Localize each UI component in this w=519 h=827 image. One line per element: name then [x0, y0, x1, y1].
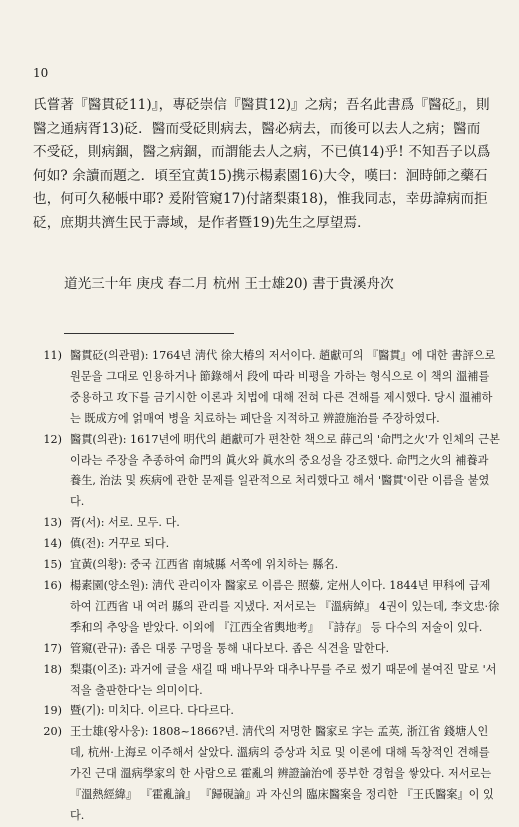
footnote-item: [32, 346, 500, 430]
footnote-item: [32, 660, 500, 702]
dateline: 道光三十年 庚戌 春二月 杭州 王士雄20) 書于貴溪舟次: [64, 276, 394, 292]
footnote-text: 醫貫砭(의관폄): 1764년 淸代 徐大椿의 저서이다. 趙獻可의 『醫貫』에 대한 書評으로 원문을 그대로 인용하거나 節錄해서 段에 따라 비평을 가하는 형식으로 이 책의 溫補를 중용하고 攻下를 금기시한 이론과 치법에 대해 전혀 다른 견해를 제시했다. 당시 溫補하는 既成方에 얽매여 병을 치료하는 폐단을 지적하고 辨證施治를 주장하였다.: [70, 349, 496, 425]
footnote-number: 11): [43, 349, 62, 362]
footnote-number: 12): [43, 432, 62, 446]
footnotes: [32, 346, 500, 827]
footnote-item: [32, 701, 500, 722]
footnote-item: [32, 722, 500, 827]
footnote-text: 傎(전): 거꾸로 되다.: [70, 537, 170, 551]
main-body-text: 氏嘗著『醫貫砭11)』，專砭崇信『醫貫12)』之病；吾名此書爲『醫砭』，則醫之通病胥13)砭．醫而受砭則病去，醫必病去，而後可以去人之病；醫而不受砭，則病錮，醫之病錮，而謂能去人之病，不已傎14)乎! 不知吾子以爲何如? 余讀而題之．頃至宜黃15)携示楊素園16)大令，嘆曰：洄時師之藥石也，何可久秘帳中耶? 爰附管窺17)付諸梨棗18)，惟我同志，幸毋諱病而拒砭，庶期共濟生民于壽域，是作者暨19)先生之厚望焉．: [33, 97, 491, 231]
footnote-item: [32, 430, 500, 514]
footnote-item: [32, 639, 500, 660]
footnote-divider: [64, 333, 234, 334]
footnote-text: 宜黃(의황): 중국 江西省 南城縣 서쪽에 위치하는 縣名.: [70, 558, 339, 572]
footnote-text: 管窺(관규): 좁은 대롱 구멍을 통해 내다보다. 좁은 식견을 말한다.: [70, 641, 390, 655]
footnote-text: 梨棗(이조): 과거에 글을 새길 때 배나무와 대추나무를 주로 썼기 때문에 붙여진 말로 '서적을 출판한다'는 의미이다.: [70, 662, 497, 697]
footnote-number: 19): [43, 704, 62, 718]
footnote-number: 14): [43, 537, 62, 551]
footnote-item: [32, 576, 500, 639]
footnote-number: 13): [43, 516, 62, 530]
page-number: 10: [33, 66, 49, 80]
footnote-number: 16): [43, 578, 62, 592]
footnote-number: 18): [43, 662, 62, 676]
footnote-text: 胥(서): 서로. 모두. 다.: [70, 516, 180, 530]
footnote-number: 20): [43, 725, 62, 739]
footnote-item: [32, 555, 500, 576]
footnote-item: [32, 513, 500, 534]
footnote-item: [32, 534, 500, 555]
footnote-number: 15): [43, 558, 62, 572]
footnote-text: 楊素園(양소원): 淸代 관리이자 醫家로 이름은 照藜, 定州人이다. 1844년 甲科에 급제하여 江西省 내 여러 縣의 관리를 지냈다. 저서로는 『溫病綽』 4권이 있는데, 李文忠·徐季和의 추앙을 받았다. 이외에 『江西全省輿地考』 『詩存』 등 다수의 저술이 있다.: [70, 578, 500, 634]
footnote-text: 暨(기): 미치다. 이르다. 다다르다.: [70, 704, 234, 718]
footnote-number: 17): [43, 641, 62, 655]
footnote-text: 醫貫(의관): 1617년에 明代의 趙獻可가 편찬한 책으로 薛己의 '命門之火'가 인체의 근본이라는 주장을 추종하여 命門의 眞火와 眞水의 중요성을 강조했다. 命門之火의 補養과 養生, 治法 및 疾病에 관한 문제를 일관적으로 처리했다고 해서 '醫貫'이란 이름을 붙였다.: [70, 432, 500, 509]
footnote-text: 王士雄(왕사웅): 1808~1866?년. 淸代의 저명한 醫家로 字는 孟英, 浙江省 錢塘人인데, 杭州·上海로 이주해서 살았다. 溫病의 증상과 치료 및 이론에 대해 독창적인 견해를 가진 근대 溫病學家의 한 사람으로 霍亂의 辨證論治에 풍부한 경험을 쌓았다. 저서로는 『溫熱經緯』 『霍亂論』 『歸硯論』과 자신의 臨床醫案을 정리한 『王氏醫案』이 있다.: [70, 725, 494, 822]
